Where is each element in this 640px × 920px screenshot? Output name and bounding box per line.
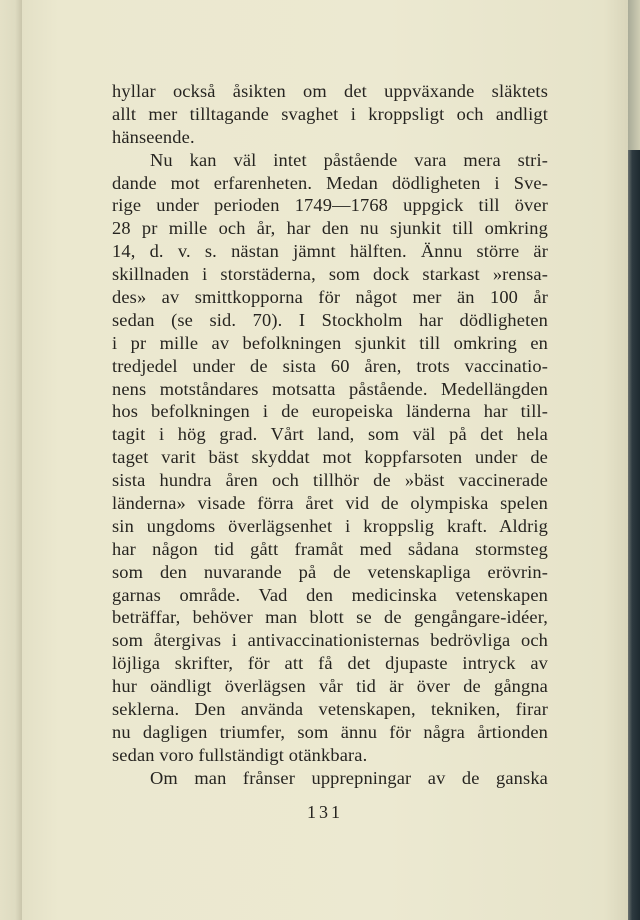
- text-line: Om man frånser upprepningar av de ganska: [150, 767, 548, 788]
- text-line: tredjedel under de sista 60 åren, trots vaccinatio-: [112, 355, 548, 376]
- text-line: hos befolkningen i de europeiska länderna har till-: [112, 401, 548, 422]
- text-line: i pr mille av befolkningen sjunkit till omkring en: [112, 332, 548, 353]
- text-line: som återgivas i antivaccinationisternas bedrövliga och: [112, 630, 548, 651]
- book-binding-top: [628, 0, 640, 150]
- text-line: 14, d. v. s. nästan jämnt hälften. Ännu större är: [112, 241, 548, 262]
- text-line: hur oändligt överlägsen vår tid är över de gångna: [112, 676, 548, 697]
- text-line: hänseende.: [112, 126, 195, 147]
- text-line: nu dagligen triumfer, som ännu för några årtionden: [112, 721, 548, 742]
- text-line: allt mer tilltagande svaghet i kroppsligt och andligt: [112, 103, 548, 124]
- text-line: sedan (se sid. 70). I Stockholm har dödligheten: [112, 309, 548, 330]
- text-line: seklerna. Den använda vetenskapen, tekniken, firar: [112, 699, 548, 720]
- page-left-margin: [0, 0, 22, 920]
- text-line: dande mot erfarenheten. Medan dödligheten i Sve-: [112, 172, 548, 193]
- text-line: Nu kan väl intet påstående vara mera stri-: [150, 149, 548, 170]
- text-line: sin ungdoms överlägsenhet i kroppslig kraft. Aldrig: [112, 515, 548, 536]
- text-line: rige under perioden 1749—1768 uppgick till över: [112, 195, 548, 216]
- text-line: tagit i hög grad. Vårt land, som väl på det hela: [112, 424, 548, 445]
- text-line: sedan voro fullständigt otänkbara.: [112, 744, 368, 765]
- text-line: 28 pr mille och år, har den nu sjunkit till omkring: [112, 218, 548, 239]
- page-number: 131: [307, 802, 343, 822]
- text-line: garnas område. Vad den medicinska vetenskapen: [112, 584, 548, 605]
- text-line: som den nuvarande på de vetenskapliga erövrin-: [112, 561, 548, 582]
- book-page: [22, 0, 628, 920]
- text-line: des» av smittkopporna för något mer än 100 år: [112, 287, 548, 308]
- text-line: nens motståndares motsatta påstående. Medellängden: [112, 378, 548, 399]
- text-line: löjliga skrifter, för att få det djupaste intryck av: [112, 653, 548, 674]
- text-line: beträffar, behöver man blott se de gengångare-idéer,: [112, 607, 548, 628]
- text-line: hyllar också åsikten om det uppväxande släktets: [112, 81, 548, 101]
- body-text: [112, 80, 548, 790]
- text-line: sista hundra åren och tillhör de »bäst vaccinerade: [112, 470, 548, 491]
- text-line: länderna» visade förra året vid de olympiska spelen: [112, 493, 548, 514]
- text-line: skillnaden i storstäderna, som dock starkast »rensa-: [112, 264, 548, 285]
- text-line: taget varit bäst skyddat mot koppfarsoten under de: [112, 447, 548, 468]
- text-line: har någon tid gått framåt med sådana stormsteg: [112, 538, 548, 559]
